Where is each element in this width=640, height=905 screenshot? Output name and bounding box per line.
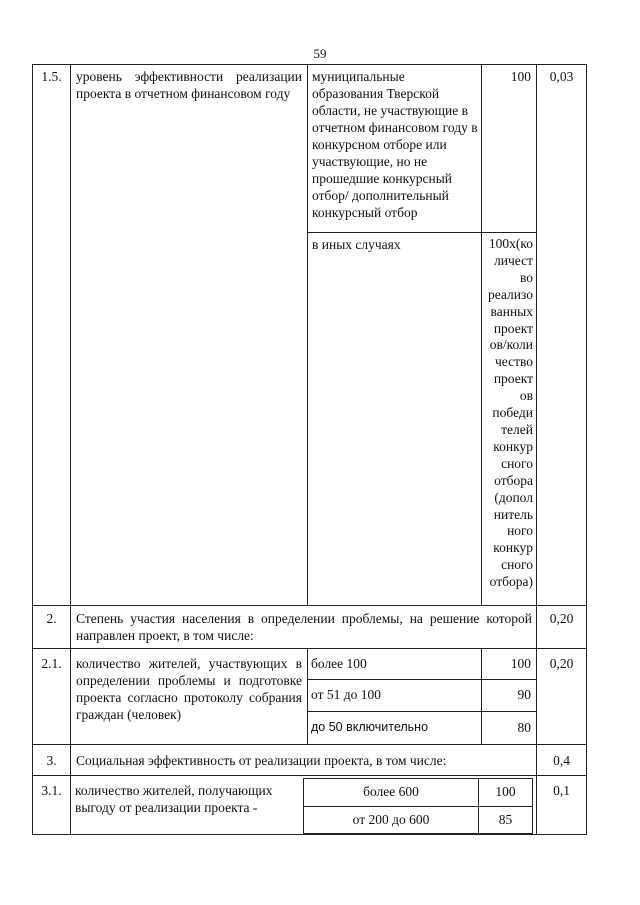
row-3-number: 3. xyxy=(46,753,57,768)
row-2-1-condition-1: более 100 xyxy=(311,656,367,671)
row-1-5-condition-2: в иных случаях xyxy=(312,237,401,252)
row-3-text: Социальная эффективность от реализации проекта, в том числе: xyxy=(76,753,447,768)
row-2-1-number: 2.1. xyxy=(41,656,62,671)
row-1-5-condition-1: муниципальные образования Тверской области, не участвующие в отчетном финансовом году в конкурсном отборе или участвующие, но не прошедшие конкурсный отбор/ дополнительный конкурсный отбор xyxy=(312,69,478,220)
row-3-1-value-2: 85 xyxy=(498,812,513,827)
row-2-number: 2. xyxy=(46,611,57,626)
page-number: 59 xyxy=(313,46,327,61)
row-1-5-number: 1.5. xyxy=(41,69,62,84)
row-2-1-value-2: 90 xyxy=(517,687,531,702)
row-2-1-condition-2: от 51 до 100 xyxy=(311,687,381,702)
row-1-5-value-1: 100 xyxy=(510,69,531,84)
row-3-1-criterion: количество жителей, получающих выгоду от реализации проекта - xyxy=(75,783,273,815)
row-3-weight: 0,4 xyxy=(553,753,570,768)
row-3-1-number: 3.1. xyxy=(41,783,62,798)
row-1-5-value-2: 100х(ко личест во реализо ванных проект ов/коли чество проект ов победи телей конкур сного отбора (допол нитель ного конкур сного отбора) xyxy=(488,236,533,590)
row-2-1-value-1: 100 xyxy=(510,656,531,671)
row-2-1-value-3: 80 xyxy=(517,720,531,735)
row-1-5-criterion: уровень эффективности реализации проекта в отчетном финансовом году xyxy=(76,69,302,101)
row-2-1-criterion: количество жителей, участвующих в определении проблемы и подготовке проекта согласно протоколу собрания граждан (человек) xyxy=(76,656,302,722)
row-2-1-condition-3: до 50 включительно xyxy=(311,720,429,734)
row-2-weight: 0,20 xyxy=(549,611,574,626)
row-3-1-condition-2: от 200 до 600 xyxy=(352,812,430,827)
row-2-text: Степень участия населения в определении проблемы, на решение которой направлен проект, в том числе: xyxy=(76,611,532,643)
row-1-5-weight: 0,03 xyxy=(549,69,574,84)
row-3-1-value-1: 100 xyxy=(495,784,516,799)
row-3-1-weight: 0,1 xyxy=(553,783,570,798)
row-3-1-condition-1: более 600 xyxy=(363,784,419,799)
row-2-1-weight: 0,20 xyxy=(549,656,574,671)
